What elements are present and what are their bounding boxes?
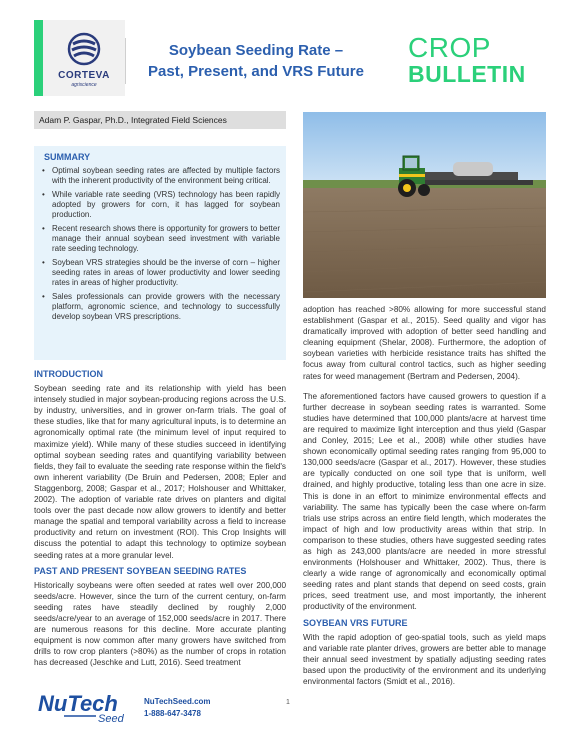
bulletin-label: BULLETIN [408,61,526,87]
summary-item: • Soybean VRS strategies should be the inverse of corn – higher seeding rates in areas of lower productivity and lower seeding rates in areas of higher productivity. [40,258,280,288]
corteva-subtitle: agriscience [71,82,97,88]
title-line-2: Past, Present, and VRS Future [148,63,364,80]
summary-item: • Recent research shows there is opportunity for growers to better manage their annual soybean seed investment with variable rate seeding technology. [40,224,280,254]
nutech-seed-logo [34,686,132,728]
author-line: Adam P. Gaspar, Ph.D., Integrated Field Sciences [34,111,286,129]
past-paragraph: Historically soybeans were often seeded at rates well over 200,000 seeds/acre. However, since the turn of the current century, on-farm seeding rates have steadily declined by roughly 2,000 seeds/acre/year to an average of 152,000 seeds/acre in 2017. There are numerous reasons for this decline. More accurate planting equipment is now common after many growers have switched from drills to row crop planters (>80%) as the number of crops in rotation has decreased (Jeschke and Lutt, 2016). Seed treatment [34,580,286,668]
seed-logo-text: Seed [98,713,124,725]
vrs-paragraph: With the rapid adoption of geo-spatial tools, such as yield maps and variable rate planter drives, growers are better able to manage their annual seed investment by spatially adjusting seeding rates based upon the productivity of the environment and its underlying environmental factors (Smidt et al., 2016). [303,632,546,686]
left-column [34,364,286,668]
seeding-rate-paragraph: The aforementioned factors have caused growers to question if a further decrease in soybean seeding rates is warranted. Some studies have determined that 100,000 plants/acre at harvest time are required to maximize light interception and thus yield (Gaspar and Conley, 2015; Lee et al., 2008) while other studies have shown economically optimal seeding rates ranging from 95,000 to 130,000 seeds/acre (Gaspar et al., 2017). However, these studies are typically conducted on one soil type that is uniform, well drained, and highly productive, totaling less than one acre in size. This is done in an effort to minimize environmental effects and variability. The same has typically been the case where on-farm trials use strips across an entire field length, which moderates the impact of high and low productivity areas within that strip. In comparison to these studies, others have suggested seeding rates as high as 243,000 plants/acre are needed in more stressful environments (Holshouser and Whittaker, 2002). Thus, there is clearly a wide range of agronomically and economically optimal seeding rates and plant stands that depend on seed costs, grain prices, seed treatment use, and most importantly, the inherent productivity of the environment. [303,391,546,612]
corteva-wordmark: CORTEVA [58,70,110,81]
corteva-logo [43,20,125,96]
footer-website: NuTechSeed.com [144,697,211,706]
corteva-mark-icon [67,32,101,66]
page-number: 1 [286,699,290,706]
summary-heading: SUMMARY [44,152,91,162]
document-title [126,40,386,82]
summary-list [40,166,280,322]
intro-paragraph: Soybean seeding rate and its relationship with yield has been intensely studied in major soybean-producing regions across the U.S. by industry, universities, and in grower on-farm trials. The goal of these studies, like that for many agricultural inputs, is to determine an agronomically optimal rate (the minimum level of input required to maximize yield). While many of these studies succeed in identifying optimal soybean seeding rates and quantifying variability between fields, they fail to evaluate the seeding rate response within the field's own inherent variability (De Bruin and Pedersen, 2008; Epler and Staggenborg, 2008; Gaspar et al., 2017; Holshouser and Whittaker, 2002). The adoption of variable rate drives on planters and digital tools over the past decade now allow growers to identify and better manage the spatial and temporal variability across a field to increase productivity and return on investment (ROI). This Crop Insights will discuss the potential to adapt this technology to optimize soybean seeding rates at a more granular level. [34,384,286,560]
summary-item: • While variable rate seeding (VRS) technology has been rapidly adopted by growers for corn, it has lagged for soybean production. [40,190,280,220]
intro-heading: INTRODUCTION [34,369,103,379]
summary-item: • Optimal soybean seeding rates are affected by multiple factors with the inherent productivity of the environment being critical. [40,166,280,186]
nutech-logo-text: NuTech [38,691,118,716]
seed-treatment-paragraph: adoption has reached >80% allowing for more successful stand establishment (Gaspar et al., 2015). Seed quality and vigor has dramatically improved with adoption of better seed handling and cleaning equipment (Shelar, 2008). Furthermore, the adoption of soybean varieties with herbicide resistance traits has shifted the focus away from cultural control tactics, such as higher seeding rates for weed management (Bertram and Pedersen, 2004). [303,305,546,381]
title-line-1: Soybean Seeding Rate – [168,42,344,59]
summary-item: • Sales professionals can provide growers with the necessary platform, agronomic science, and technology to successfully develop soybean VRS prescriptions. [40,292,280,322]
tractor-planting-photo [303,112,546,298]
crop-label: CROP [408,32,491,63]
summary-box [34,146,286,360]
header-accent-bar [34,20,43,96]
vrs-heading: SOYBEAN VRS FUTURE [303,617,408,628]
footer-phone: 1-888-647-3478 [144,709,201,718]
past-heading: PAST AND PRESENT SOYBEAN SEEDING RATES [34,565,247,576]
right-column [303,304,546,687]
